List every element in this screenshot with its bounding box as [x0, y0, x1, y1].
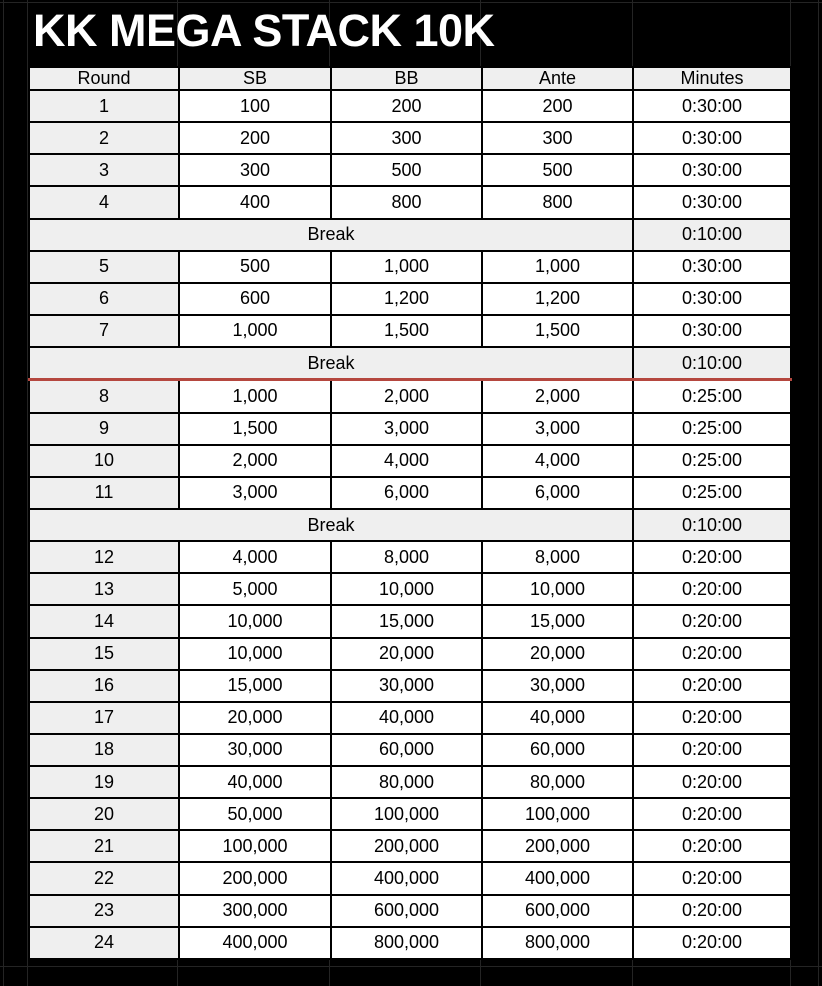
cell-ante: 400,000: [482, 862, 633, 894]
cell-bb: 400,000: [331, 862, 482, 894]
cell-ante: 3,000: [482, 413, 633, 445]
round-row: [29, 573, 791, 605]
cell-minutes: 0:20:00: [633, 573, 791, 605]
cell-ante: 500: [482, 154, 633, 186]
cell-bb: 30,000: [331, 670, 482, 702]
round-row: [29, 895, 791, 927]
cell-ante: 10,000: [482, 573, 633, 605]
cell-round: 22: [29, 862, 179, 894]
round-row: [29, 154, 791, 186]
round-row: [29, 766, 791, 798]
background-gridline: [3, 0, 4, 986]
cell-bb: 200,000: [331, 830, 482, 862]
cell-minutes: 0:30:00: [633, 283, 791, 315]
col-header-sb: SB: [179, 67, 331, 90]
cell-ante: 20,000: [482, 638, 633, 670]
cell-bb: 500: [331, 154, 482, 186]
cell-minutes: 0:30:00: [633, 186, 791, 218]
cell-sb: 1,000: [179, 315, 331, 347]
round-row: [29, 380, 791, 413]
col-header-bb: BB: [331, 67, 482, 90]
cell-round: 4: [29, 186, 179, 218]
cell-ante: 6,000: [482, 477, 633, 509]
round-row: [29, 638, 791, 670]
cell-bb: 1,500: [331, 315, 482, 347]
cell-sb: 200,000: [179, 862, 331, 894]
cell-ante: 40,000: [482, 702, 633, 734]
cell-minutes: 0:10:00: [633, 509, 791, 541]
cell-sb: 2,000: [179, 445, 331, 477]
cell-bb: 200: [331, 90, 482, 122]
cell-sb: 1,500: [179, 413, 331, 445]
cell-sb: 300,000: [179, 895, 331, 927]
cell-sb: 200: [179, 122, 331, 154]
cell-sb: 3,000: [179, 477, 331, 509]
cell-ante: 200: [482, 90, 633, 122]
cell-bb: 300: [331, 122, 482, 154]
cell-minutes: 0:25:00: [633, 413, 791, 445]
round-row: [29, 413, 791, 445]
cell-sb: 10,000: [179, 605, 331, 637]
background-gridline: [818, 0, 819, 986]
break-label-cell: Break: [29, 347, 633, 380]
cell-ante: 2,000: [482, 380, 633, 413]
cell-ante: 1,200: [482, 283, 633, 315]
cell-round: 14: [29, 605, 179, 637]
round-row: [29, 186, 791, 218]
cell-minutes: 0:10:00: [633, 219, 791, 251]
cell-sb: 300: [179, 154, 331, 186]
cell-ante: 800: [482, 186, 633, 218]
round-row: [29, 734, 791, 766]
cell-bb: 80,000: [331, 766, 482, 798]
cell-sb: 50,000: [179, 798, 331, 830]
round-row: [29, 670, 791, 702]
cell-minutes: 0:20:00: [633, 605, 791, 637]
cell-sb: 10,000: [179, 638, 331, 670]
cell-round: 6: [29, 283, 179, 315]
cell-minutes: 0:20:00: [633, 638, 791, 670]
cell-ante: 1,000: [482, 251, 633, 283]
cell-round: 2: [29, 122, 179, 154]
round-row: [29, 283, 791, 315]
cell-minutes: 0:20:00: [633, 798, 791, 830]
header-row: [29, 67, 791, 90]
cell-round: 23: [29, 895, 179, 927]
cell-ante: 60,000: [482, 734, 633, 766]
cell-round: 13: [29, 573, 179, 605]
cell-bb: 8,000: [331, 541, 482, 573]
cell-bb: 800: [331, 186, 482, 218]
round-row: [29, 862, 791, 894]
round-row: [29, 90, 791, 122]
cell-sb: 100: [179, 90, 331, 122]
table-body: [29, 90, 791, 959]
cell-minutes: 0:20:00: [633, 541, 791, 573]
cell-minutes: 0:30:00: [633, 251, 791, 283]
cell-minutes: 0:20:00: [633, 830, 791, 862]
cell-ante: 1,500: [482, 315, 633, 347]
cell-bb: 800,000: [331, 927, 482, 959]
cell-sb: 15,000: [179, 670, 331, 702]
cell-minutes: 0:30:00: [633, 90, 791, 122]
cell-bb: 10,000: [331, 573, 482, 605]
cell-minutes: 0:20:00: [633, 766, 791, 798]
blind-structure-table: [28, 66, 792, 960]
round-row: [29, 927, 791, 959]
cell-ante: 600,000: [482, 895, 633, 927]
cell-minutes: 0:25:00: [633, 445, 791, 477]
cell-sb: 600: [179, 283, 331, 315]
break-row: [29, 509, 791, 541]
cell-sb: 40,000: [179, 766, 331, 798]
cell-bb: 1,000: [331, 251, 482, 283]
cell-sb: 5,000: [179, 573, 331, 605]
cell-round: 18: [29, 734, 179, 766]
cell-minutes: 0:30:00: [633, 122, 791, 154]
cell-round: 10: [29, 445, 179, 477]
round-row: [29, 251, 791, 283]
cell-minutes: 0:30:00: [633, 154, 791, 186]
cell-round: 21: [29, 830, 179, 862]
cell-round: 24: [29, 927, 179, 959]
cell-minutes: 0:20:00: [633, 927, 791, 959]
cell-bb: 1,200: [331, 283, 482, 315]
cell-sb: 4,000: [179, 541, 331, 573]
cell-ante: 800,000: [482, 927, 633, 959]
cell-ante: 80,000: [482, 766, 633, 798]
col-header-ante: Ante: [482, 67, 633, 90]
round-row: [29, 702, 791, 734]
cell-sb: 100,000: [179, 830, 331, 862]
page-title: KK MEGA STACK 10K: [33, 5, 495, 56]
cell-minutes: 0:30:00: [633, 315, 791, 347]
cell-ante: 300: [482, 122, 633, 154]
cell-bb: 600,000: [331, 895, 482, 927]
round-row: [29, 445, 791, 477]
break-row: [29, 347, 791, 380]
round-row: [29, 541, 791, 573]
cell-ante: 30,000: [482, 670, 633, 702]
cell-sb: 20,000: [179, 702, 331, 734]
round-row: [29, 122, 791, 154]
cell-bb: 60,000: [331, 734, 482, 766]
cell-round: 15: [29, 638, 179, 670]
cell-round: 12: [29, 541, 179, 573]
cell-minutes: 0:25:00: [633, 477, 791, 509]
round-row: [29, 605, 791, 637]
cell-round: 19: [29, 766, 179, 798]
cell-round: 8: [29, 380, 179, 413]
cell-bb: 6,000: [331, 477, 482, 509]
cell-round: 5: [29, 251, 179, 283]
cell-bb: 15,000: [331, 605, 482, 637]
cell-minutes: 0:10:00: [633, 347, 791, 380]
cell-minutes: 0:20:00: [633, 862, 791, 894]
cell-round: 3: [29, 154, 179, 186]
cell-sb: 500: [179, 251, 331, 283]
cell-round: 7: [29, 315, 179, 347]
cell-bb: 3,000: [331, 413, 482, 445]
cell-round: 9: [29, 413, 179, 445]
break-row: [29, 219, 791, 251]
cell-round: 16: [29, 670, 179, 702]
cell-bb: 2,000: [331, 380, 482, 413]
background-gridline: [0, 966, 822, 967]
round-row: [29, 315, 791, 347]
cell-ante: 200,000: [482, 830, 633, 862]
cell-ante: 8,000: [482, 541, 633, 573]
cell-bb: 4,000: [331, 445, 482, 477]
background-gridline: [0, 2, 822, 3]
cell-minutes: 0:20:00: [633, 702, 791, 734]
round-row: [29, 477, 791, 509]
cell-ante: 15,000: [482, 605, 633, 637]
cell-bb: 20,000: [331, 638, 482, 670]
cell-minutes: 0:20:00: [633, 670, 791, 702]
table-header: [29, 67, 791, 90]
break-label-cell: Break: [29, 219, 633, 251]
cell-sb: 400: [179, 186, 331, 218]
cell-sb: 1,000: [179, 380, 331, 413]
cell-sb: 30,000: [179, 734, 331, 766]
cell-round: 20: [29, 798, 179, 830]
cell-bb: 40,000: [331, 702, 482, 734]
cell-ante: 4,000: [482, 445, 633, 477]
cell-minutes: 0:20:00: [633, 734, 791, 766]
cell-round: 11: [29, 477, 179, 509]
col-header-round: Round: [29, 67, 179, 90]
cell-round: 17: [29, 702, 179, 734]
cell-minutes: 0:20:00: [633, 895, 791, 927]
round-row: [29, 798, 791, 830]
cell-round: 1: [29, 90, 179, 122]
break-label-cell: Break: [29, 509, 633, 541]
cell-sb: 400,000: [179, 927, 331, 959]
col-header-minutes: Minutes: [633, 67, 791, 90]
round-row: [29, 830, 791, 862]
cell-ante: 100,000: [482, 798, 633, 830]
cell-bb: 100,000: [331, 798, 482, 830]
cell-minutes: 0:25:00: [633, 380, 791, 413]
